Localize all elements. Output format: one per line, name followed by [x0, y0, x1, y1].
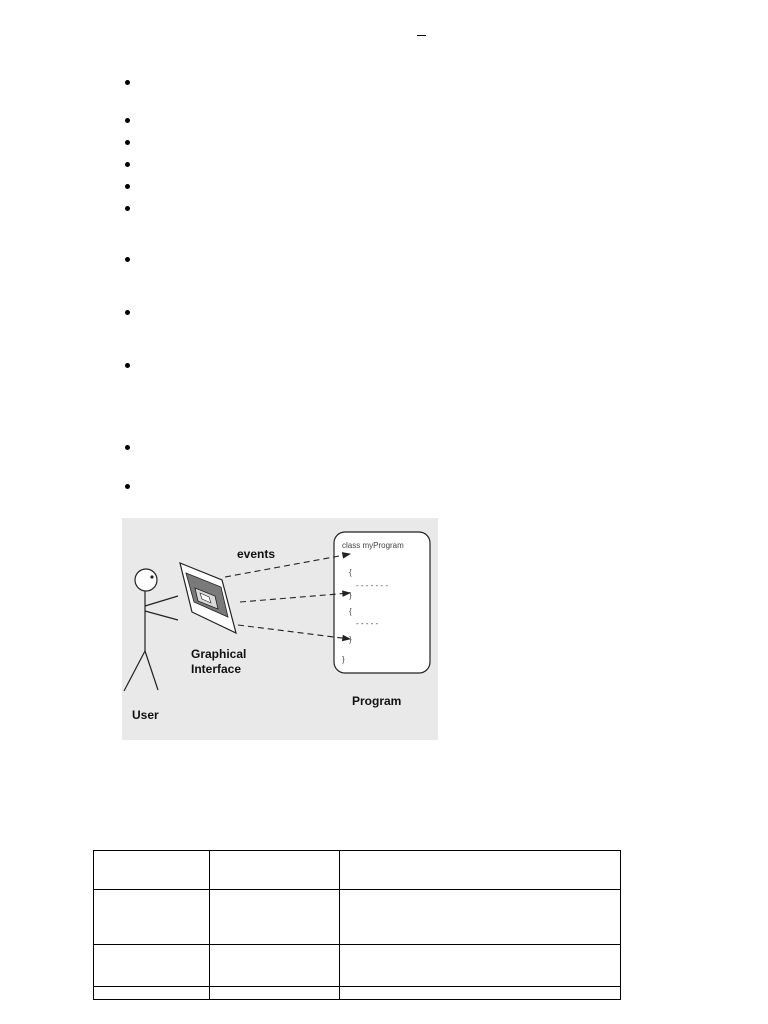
user-stick-figure — [124, 569, 178, 691]
table-cell — [94, 851, 210, 890]
code-line: - - - - - - - — [356, 581, 388, 590]
table-cell — [340, 945, 621, 987]
code-line: } — [349, 635, 352, 644]
table-cell — [94, 890, 210, 945]
table-cell — [340, 890, 621, 945]
user-label: User — [132, 708, 159, 722]
bullet-point — [125, 118, 130, 123]
table-cell — [94, 987, 210, 1000]
bullet-point — [125, 257, 130, 262]
code-line: } — [342, 655, 345, 664]
table-row — [94, 945, 621, 987]
table-cell — [210, 851, 340, 890]
code-header: class myProgram — [342, 541, 404, 550]
bullet-point — [125, 80, 130, 85]
program-box — [334, 532, 430, 673]
bullet-point — [125, 184, 130, 189]
graphical-interface-label-line1: Graphical — [191, 647, 247, 661]
table-cell — [210, 945, 340, 987]
graphical-interface-icon — [180, 563, 236, 633]
table-cell — [340, 987, 621, 1000]
graphical-interface-label-line2: Interface — [191, 662, 242, 676]
bullet-point — [125, 445, 130, 450]
code-line: { — [349, 568, 352, 577]
code-line: - - - - - — [356, 619, 379, 628]
code-line: } — [349, 591, 352, 600]
bullet-point — [125, 363, 130, 368]
event-arrow — [238, 625, 350, 639]
bullet-point — [125, 206, 130, 211]
bullet-point — [125, 484, 130, 489]
table-cell — [210, 890, 340, 945]
event-arrows — [225, 554, 350, 639]
event-driven-figure — [122, 518, 438, 740]
events-label: events — [237, 547, 276, 561]
empty-grid-table — [93, 850, 621, 1000]
table-cell — [94, 945, 210, 987]
bullet-point — [125, 140, 130, 145]
table-cell — [340, 851, 621, 890]
bullet-point — [125, 162, 130, 167]
table-row — [94, 987, 621, 1000]
title-underscore — [417, 35, 426, 36]
table-row — [94, 851, 621, 890]
table-row — [94, 890, 621, 945]
code-line: { — [349, 607, 352, 616]
table-cell — [210, 987, 340, 1000]
bullet-point — [125, 310, 130, 315]
program-label: Program — [352, 694, 402, 708]
